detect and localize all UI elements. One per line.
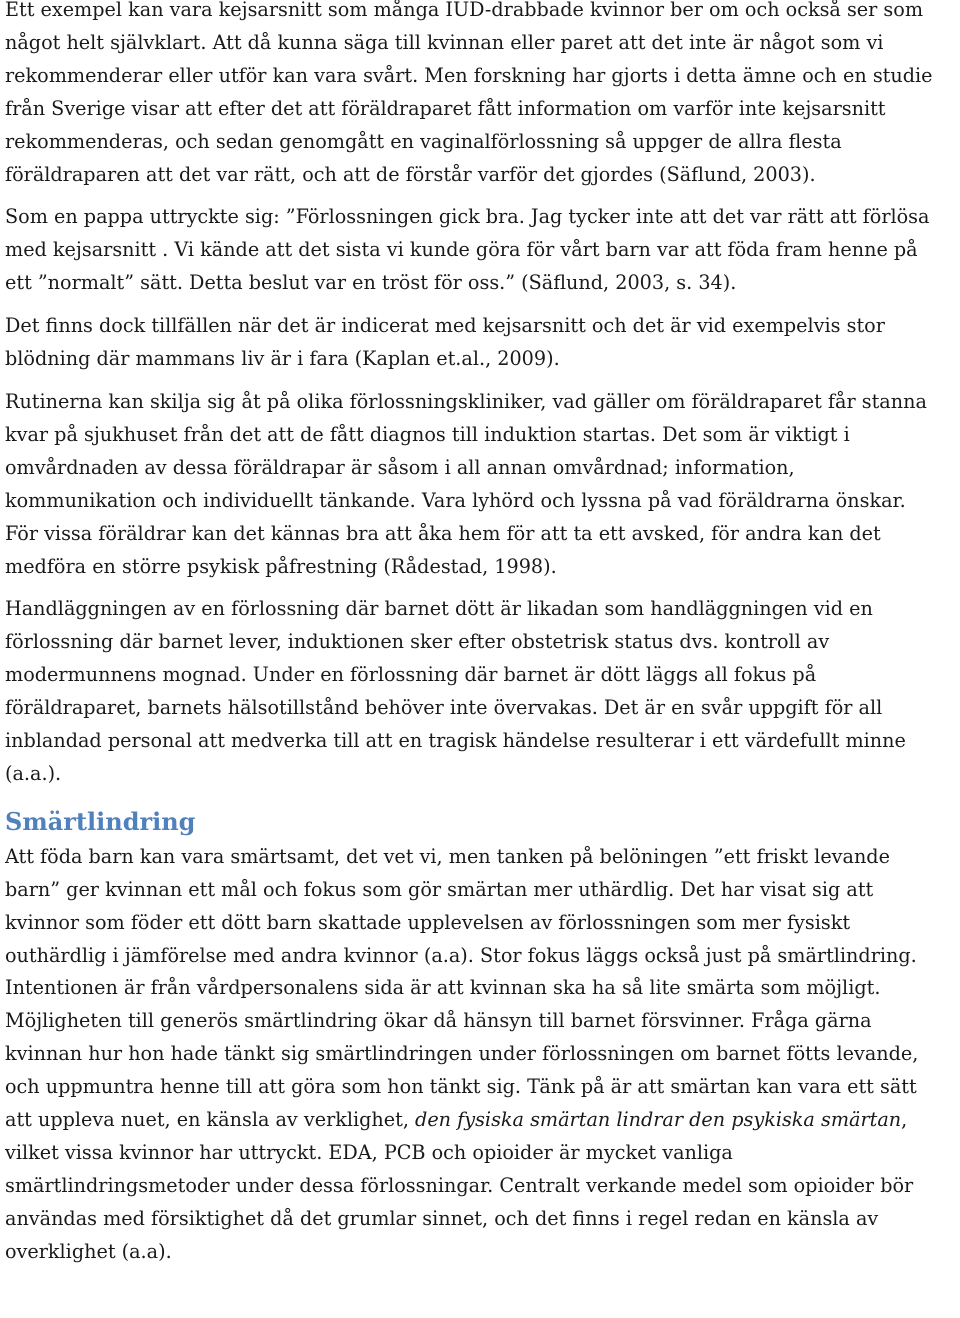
paragraph-pain-relief xyxy=(5,841,942,1269)
paragraph-routines: Rutinerna kan skilja sig åt på olika förlossningskliniker, vad gäller om föräldraparet får stanna kvar på sjukhuset från det att de fått diagnos till induktion startas. Det som är viktigt i omvårdnaden av dessa föräldrapar är såsom i all annan omvårdnad; information, kommunikation och individuellt tänkande. Vara lyhörd och lyssna på vad föräldrarna önskar. För vissa föräldrar kan det kännas bra att åka hem för att ta ett avsked, för andra kan det medföra en större psykisk påfrestning (Rådestad, 1998). xyxy=(5,389,927,578)
pain-relief-text-end: , vilket vissa kvinnor har uttryckt. EDA, PCB och opioider är mycket vanliga smärtlindringsmetoder under dessa förlossningar. Centralt verkande medel som opioider bör användas med försiktighet då det grumlar sinnet, och det finns i regel redan en känsla av overklighet (a.a). xyxy=(5,1108,914,1263)
section-heading-pain-relief: Smärtlindring xyxy=(5,806,196,836)
pain-relief-text-start: Att föda barn kan vara smärtsamt, det vet vi, men tanken på belöningen ”ett friskt levande barn” ger kvinnan ett mål och fokus som gör smärtan mer uthärdlig. Det har visat sig att kvinnor som föder ett dött barn skattade upplevelsen av förlossningen som mer fysiskt outhärdlig i jämförelse med andra kvinnor (a.a). Stor fokus läggs också just på smärtlindring. Intentionen är från vårdpersonalens sida är att kvinnan ska ha så lite smärta som möjligt. Möjligheten till generös smärtlindring ökar då hänsyn till barnet försvinner. Fråga gärna kvinnan hur hon hade tänkt sig smärtlindringen under förlossningen om barnet fötts levande, och uppmuntra henne till att göra som hon tänkt sig. Tänk på är att smärtan kan vara ett sätt att uppleva nuet, en känsla av verklighet, xyxy=(5,844,919,1132)
paragraph-indication: Det finns dock tillfällen när det är indicerat med kejsarsnitt och det är vid exempelvis stor blödning där mammans liv är i fara (Kaplan et.al., 2009). xyxy=(5,314,885,371)
paragraph-handling: Handläggningen av en förlossning där barnet dött är likadan som handläggningen vid en förlossning där barnet lever, induktionen sker efter obstetrisk status dvs. kontroll av modermunnens mognad. Under en förlossning där barnet är dött läggs all fokus på föräldraparet, barnets hälsotillstånd behöver inte övervakas. Det är en svår uppgift för all inblandad personal att medverka till att en tragisk händelse resulterar i ett värdefullt minne (a.a.). xyxy=(5,597,906,785)
pain-relief-italic-phrase: den fysiska smärtan lindrar den psykiska smärtan xyxy=(415,1108,902,1132)
paragraph-father-quote: Som en pappa uttryckte sig: ”Förlossningen gick bra. Jag tycker inte att det var rätt att förlösa med kejsarsnitt . Vi kände att det sista vi kunde göra för vårt barn var att föda fram henne på ett ”normalt” sätt. Detta beslut var en tröst för oss.” (Säflund, 2003, s. 34). xyxy=(5,205,930,295)
paragraph-cesarean-example: Ett exempel kan vara kejsarsnitt som många IUD-drabbade kvinnor ber om och också ser som något helt självklart. Att då kunna säga till kvinnan eller paret att det inte är något som vi rekommenderar eller utför kan vara svårt. Men forskning har gjorts i detta ämne och en studie från Sverige visar att efter det att föräldraparet fått information om varför inte kejsarsnitt rekommenderas, och sedan genomgått en vaginalförlossning så uppger de allra flesta föräldraparen att det var rätt, och att de förstår varför det gjordes (Säflund, 2003). xyxy=(5,0,933,186)
